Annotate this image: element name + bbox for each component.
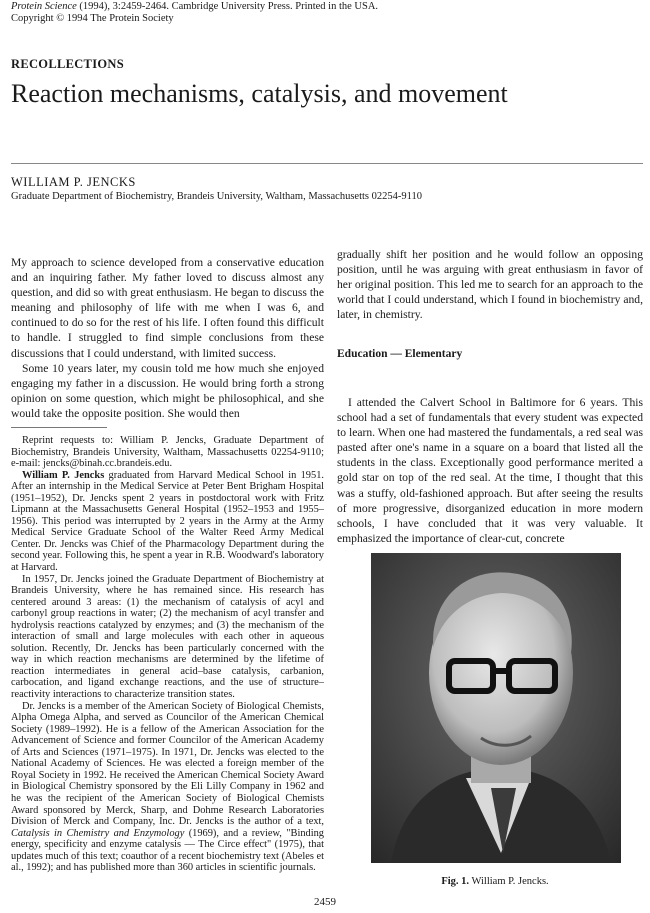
figure-label: Fig. 1. — [441, 876, 470, 887]
journal-citation: Protein Science (1994), 3:2459-2464. Cambridge University Press. Printed in the USA. — [11, 1, 379, 12]
body-paragraph: My approach to science developed from a conservative education and an inquiring father. My father loved to discuss almost any question, and did so with great enthusiasm. He began to discuss the meaning and philosophy of life with me when I was 6, and continued to do so for the rest of his life. I often found this difficult to handle. I struggled to find simple conclusions from these discussions that I could understand, with limited success. — [11, 256, 324, 360]
bio-name: William P. Jencks — [22, 469, 105, 481]
body-paragraph: Some 10 years later, my cousin told me how much she enjoyed engaging my father in a discussion. He would bring forth a strong opinion on some question, which might be philosophical, and she would take the opposite position. She would then — [11, 361, 324, 420]
article-title: Reaction mechanisms, catalysis, and movement — [11, 79, 508, 108]
section-label: RECOLLECTIONS — [11, 57, 124, 71]
bio-paragraph: William P. Jencks graduated from Harvard Medical School in 1951. After an internship in the Medical Service at Peter Bent Brigham Hospital (1951–1952), Dr. Jencks spent 2 years in postdoctoral work with Fritz Lipmann at the Massachusetts General Hospital (1952–1953 and 1955–1956). This period was interrupted by 2 years in the Army at the Army Medical Service Graduate School of the Walter Reed Army Medical Center. Dr. Jencks was Chief of the Pharmacology Department during the second year. Following this, he spent a year in R.B. Woodward's laboratory at Harvard. — [11, 469, 324, 574]
book-title: Catalysis in Chemistry and Enzymology — [11, 827, 185, 839]
body-paragraph: I attended the Calvert School in Baltimore for 6 years. This school had a set of fundamentals that every student was expected to learn. When one had mastered the fundamentals, a red seal was pasted after one's name in a square on a board that listed all the students in the class. Exceptionally good performance merited a gold star on top of the red seal. At the time, I thought that this was a stuffy, old-fashioned approach. But after seeing the results of more progressive, disorganized education in more modern schools, I have concluded that it was very valuable. It emphasized the importance of clear-cut, concrete — [337, 396, 643, 545]
author-photograph — [371, 553, 621, 863]
author-name: WILLIAM P. JENCKS — [11, 175, 136, 189]
author-affiliation: Graduate Department of Biochemistry, Brandeis University, Waltham, Massachusetts 02254-9110 — [11, 191, 422, 202]
right-column-body — [337, 247, 643, 322]
title-divider — [11, 163, 643, 164]
journal-header — [11, 1, 611, 25]
copyright-line: Copyright © 1994 The Protein Society — [11, 13, 174, 24]
reprint-request: Reprint requests to: William P. Jencks, Graduate Department of Biochemistry, Brandeis University, Waltham, Massachusetts 02254-9110; e-mail: jencks@binah.cc.brandeis.edu. — [11, 435, 324, 470]
bio-paragraph: Dr. Jencks is a member of the American Society of Biological Chemists, Alpha Omega Alpha, and served as Councilor of the American Chemical Society (1989–1992). He is a fellow of the American Association for the Advancement of Science and former Councilor of the American Academy of Arts and Sciences (1971–1975). In 1971, Dr. Jencks was elected to the National Academy of Sciences. He was elected a foreign member of the Royal Society in 1992. He received the American Chemical Society Award in Biological Chemistry sponsored by the Eli Lilly Company in 1962 and he was the recipient of the American Society of Biological Chemists Award sponsored by Merck, Sharp, and Dohme Research Laboratories Division of Merck and Company, Inc. Dr. Jencks is the author of a text, Catalysis in Chemistry and Enzymology (1969), and a review, "Binding energy, specificity and enzyme catalysis — The Circe effect" (1975), that updates much of this text; coauthor of a recent biochemistry text (Abeles et al., 1992); and has published more than 360 articles in scientific journals. — [11, 700, 324, 874]
journal-name: Protein Science — [11, 1, 77, 12]
footnote-divider — [11, 427, 107, 428]
bio-paragraph: In 1957, Dr. Jencks joined the Graduate Department of Biochemistry at Brandeis University, where he has remained since. His research has centered around 3 areas: (1) the mechanism of catalysis of acyl and carbonyl group reactions in water; (2) the mechanism of acyl transfer and hydrolysis reactions catalyzed by enzymes; and (3) the mechanism of the interaction of small and large molecules with each other in aqueous solution. Recently, Dr. Jencks has been particularly concerned with the way in which reaction mechanisms are determined by the lifetime of reaction intermediates in general acid–base catalysis, carbanion, carbocation, and ligand exchange reactions, and the use of structure–reactivity interactions to characterize transition states. — [11, 573, 324, 701]
left-column-body — [11, 255, 324, 421]
footnote-block — [11, 435, 324, 874]
right-column-body-2 — [337, 395, 643, 546]
body-paragraph: gradually shift her position and he would follow an opposing position, until he was arguing with great enthusiasm in favor of her original position. This led me to search for an approach to the world that I could understand, which I found in biochemistry and, later, in chemistry. — [337, 248, 643, 322]
page-number: 2459 — [314, 896, 336, 908]
figure-caption: Fig. 1. William P. Jencks. — [441, 876, 549, 887]
section-heading: Education — Elementary — [337, 348, 463, 360]
